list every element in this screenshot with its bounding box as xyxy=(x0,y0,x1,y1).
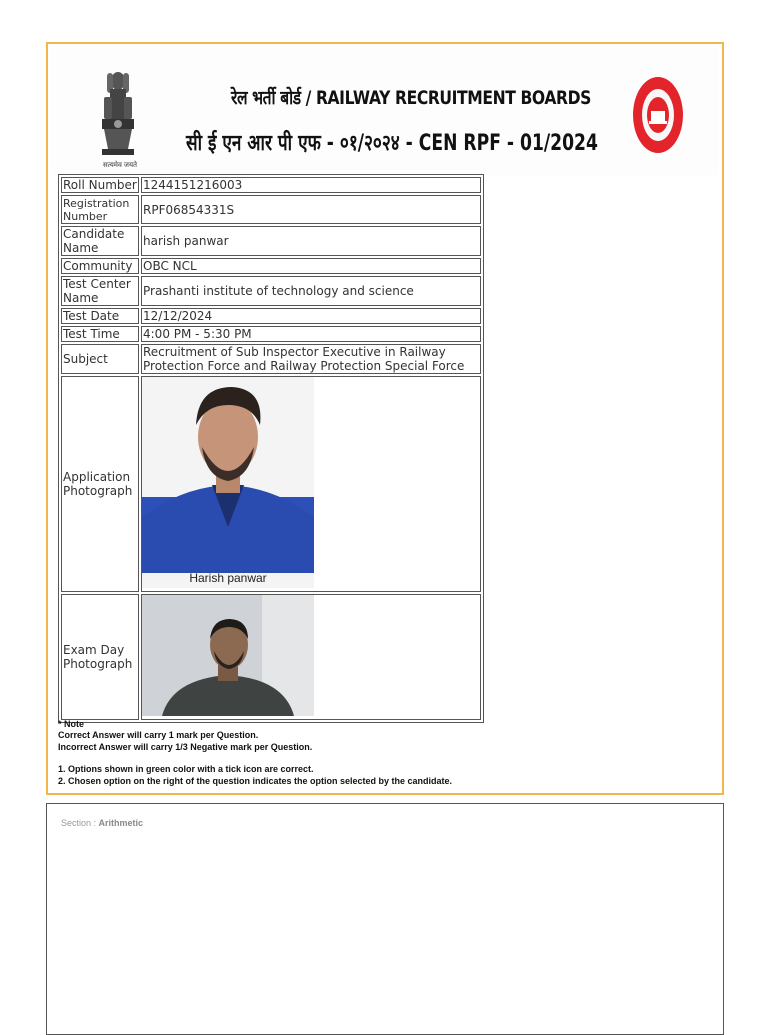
roll-number-value: 1244151216003 xyxy=(141,177,481,193)
application-photo xyxy=(142,377,314,588)
header-banner xyxy=(51,47,718,175)
table-row xyxy=(61,376,481,592)
section-label xyxy=(61,818,143,828)
test-time-value: 4:00 PM - 5:30 PM xyxy=(141,326,481,342)
test-center-value: Prashanti institute of technology and science xyxy=(141,276,481,306)
note-line: Correct Answer will carry 1 mark per Question. xyxy=(58,730,259,741)
table-row xyxy=(61,344,481,374)
emblem-caption: सत्यमेव जयते xyxy=(102,162,138,169)
registration-number-value: RPF06854331S xyxy=(141,195,481,224)
table-row xyxy=(61,276,481,306)
exam-note xyxy=(58,719,452,787)
candidate-name-label: Candidate Name xyxy=(61,226,139,256)
table-row xyxy=(61,326,481,342)
roll-number-label: Roll Number xyxy=(61,177,139,193)
test-date-value: 12/12/2024 xyxy=(141,308,481,324)
table-row xyxy=(61,594,481,720)
note-line: 2. Chosen option on the right of the question indicates the option selected by the candidate. xyxy=(58,775,453,786)
note-heading: * Note xyxy=(58,719,85,729)
section-prefix: Section : xyxy=(61,818,97,828)
subject-value: Recruitment of Sub Inspector Executive in Railway Protection Force and Railway Protection Special Force xyxy=(141,344,481,374)
board-title: रेल भर्ती बोर्ड / RAILWAY RECRUITMENT BOARDS xyxy=(231,87,591,109)
community-label: Community xyxy=(61,258,139,274)
subject-label: Subject xyxy=(61,344,139,374)
registration-number-label: Registration Number xyxy=(61,195,139,224)
section-panel xyxy=(46,803,724,1035)
candidate-info-table xyxy=(58,174,484,723)
test-date-label: Test Date xyxy=(61,308,139,324)
note-line: 1. Options shown in green color with a tick icon are correct. xyxy=(58,764,314,775)
community-value: OBC NCL xyxy=(141,258,481,274)
national-emblem-icon xyxy=(98,61,138,173)
test-center-label: Test Center Name xyxy=(61,276,139,306)
candidate-name-value: harish panwar xyxy=(141,226,481,256)
application-photo-caption: Harish panwar xyxy=(189,571,267,585)
table-row xyxy=(61,258,481,274)
section-name: Arithmetic xyxy=(98,818,144,828)
test-time-label: Test Time xyxy=(61,326,139,342)
exam-title: सी ई एन आर पी एफ - ०१/२०२४ - CEN RPF - 01/2024 xyxy=(186,131,598,156)
table-row xyxy=(61,226,481,256)
exam-day-photo-label: Exam Day Photograph xyxy=(61,594,139,720)
application-photo-label: Application Photograph xyxy=(61,376,139,592)
table-row xyxy=(61,195,481,224)
note-line: Incorrect Answer will carry 1/3 Negative mark per Question. xyxy=(58,741,313,752)
admit-card xyxy=(46,42,724,795)
table-row xyxy=(61,308,481,324)
indian-railways-logo-icon xyxy=(631,75,685,155)
table-row xyxy=(61,177,481,193)
exam-day-photo xyxy=(142,595,314,716)
